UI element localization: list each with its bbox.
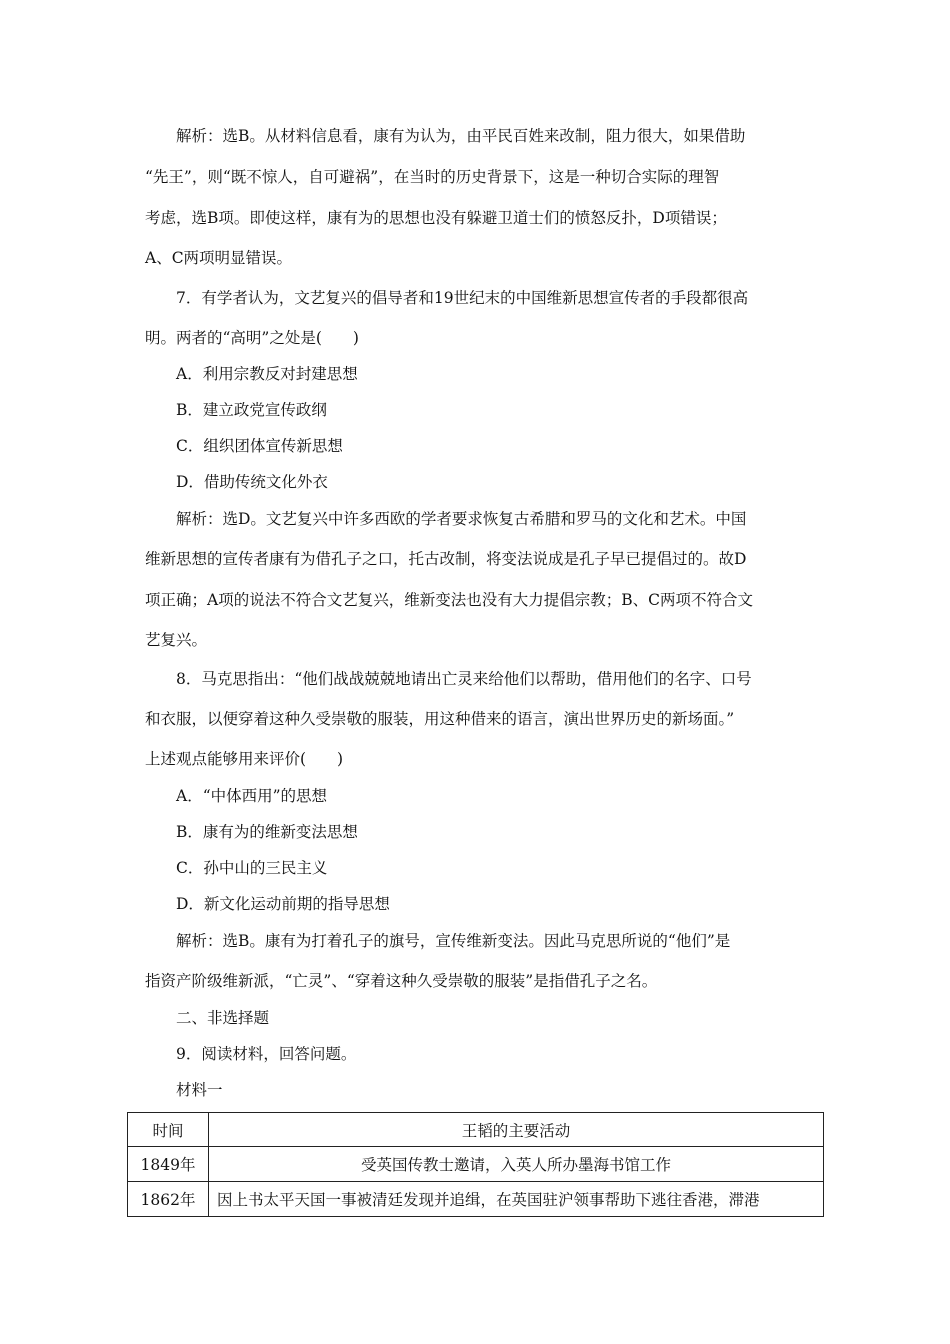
table-header-activity: 王韬的主要活动 [209,1113,824,1147]
q7-option-c: C．组织团体宣传新思想 [176,437,343,455]
material-table [127,1112,824,1217]
q8-stem-line-1: 8．马克思指出：“他们战战兢兢地请出亡灵来给他们以帮助，借用他们的名字、口号 [176,670,752,688]
q8-option-c: C．孙中山的三民主义 [176,859,328,877]
q8-option-d: D．新文化运动前期的指导思想 [176,895,390,913]
q8-option-a: A．“中体西用”的思想 [176,787,328,805]
q6-analysis-line-2: “先王”，则“既不惊人，自可避祸”，在当时的历史背景下，这是一种切合实际的理智 [145,168,720,186]
table-cell-activity: 因上书太平天国一事被清廷发现并追缉，在英国驻沪领事帮助下逃往香港，滞港 [209,1182,824,1217]
q7-analysis-line-3: 项正确；A项的说法不符合文艺复兴，维新变法也没有大力提倡宗教；B、C两项不符合文 [145,591,753,609]
q7-analysis-line-1: 解析：选D。文艺复兴中许多西欧的学者要求恢复古希腊和罗马的文化和艺术。中国 [176,510,747,528]
section-title: 二、非选择题 [176,1009,270,1027]
table-header-time: 时间 [128,1113,209,1147]
q8-stem-line-2: 和衣服，以便穿着这种久受崇敬的服装，用这种借来的语言，演出世界历史的新场面。” [145,710,735,728]
table-row [128,1182,824,1217]
q8-analysis-line-1: 解析：选B。康有为打着孔子的旗号，宣传维新变法。因此马克思所说的“他们”是 [176,932,731,950]
q6-analysis-line-4: A、C两项明显错误。 [145,249,293,267]
material-label: 材料一 [176,1081,223,1099]
q7-option-b: B．建立政党宣传政纲 [176,401,327,419]
q8-option-b: B．康有为的维新变法思想 [176,823,358,841]
q7-stem-line-1: 7．有学者认为，文艺复兴的倡导者和19世纪末的中国维新思想宣传者的手段都很高 [176,289,749,307]
table-cell-activity: 受英国传教士邀请，入英人所办墨海书馆工作 [209,1147,824,1182]
table-header-row [128,1113,824,1147]
q7-analysis-line-2: 维新思想的宣传者康有为借孔子之口，托古改制，将变法说成是孔子早已提倡过的。故D [145,550,747,568]
q7-option-d: D．借助传统文化外衣 [176,473,328,491]
q7-stem-line-2: 明。两者的“高明”之处是( ) [145,329,359,347]
q8-stem-line-3: 上述观点能够用来评价( ) [145,750,344,768]
q7-analysis-line-4: 艺复兴。 [145,631,208,649]
table-cell-time: 1849年 [128,1147,209,1182]
table-row [128,1147,824,1182]
table-cell-time: 1862年 [128,1182,209,1217]
q6-analysis-line-1: 解析：选B。从材料信息看，康有为认为，由平民百姓来改制，阻力很大，如果借助 [176,127,746,145]
q9-stem: 9．阅读材料，回答问题。 [176,1045,357,1063]
q6-analysis-line-3: 考虑，选B项。即使这样，康有为的思想也没有躲避卫道士们的愤怒反扑，D项错误； [145,209,727,227]
q8-analysis-line-2: 指资产阶级维新派，“亡灵”、“穿着这种久受崇敬的服装”是指借孔子之名。 [145,972,658,990]
q7-option-a: A．利用宗教反对封建思想 [176,365,358,383]
